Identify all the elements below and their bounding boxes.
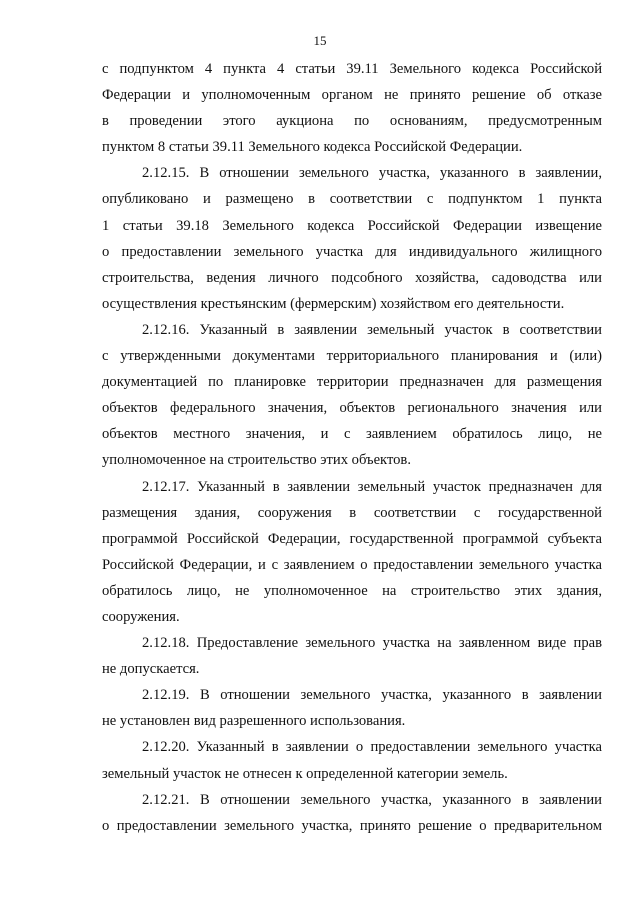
text-line: о предоставлении земельного участка, принято решение о предварительном — [102, 817, 602, 834]
paragraph-2-12-17 — [102, 474, 602, 631]
text-line: с утвержденными документами территориального планирования и (или) — [102, 348, 602, 365]
paragraph-2-12-21 — [102, 787, 602, 839]
text-line: Федерации и уполномоченным органом не принято решение об отказе — [102, 87, 602, 104]
body-text — [102, 56, 602, 839]
text-line: объектов местного значения, и с заявлением обратилось лицо, не — [102, 426, 602, 443]
text-line: в проведении этого аукциона по основаниям, предусмотренным — [102, 113, 602, 130]
text-line: Российской Федерации, и с заявлением о предоставлении земельного участка — [102, 556, 602, 573]
text-line: сооружения. — [102, 608, 180, 625]
paragraph-2-12-15 — [102, 160, 602, 317]
text-line: не допускается. — [102, 661, 200, 678]
text-line: строительства, ведения личного подсобного хозяйства, садоводства или — [102, 269, 602, 286]
text-line: 2.12.19. В отношении земельного участка, указанного в заявлении — [142, 687, 602, 704]
paragraph-2-12-18 — [102, 630, 602, 682]
text-line: 2.12.15. В отношении земельного участка, указанного в заявлении, — [142, 165, 602, 182]
text-line: опубликовано и размещено в соответствии с подпунктом 1 пункта — [102, 191, 602, 208]
text-line: с подпунктом 4 пункта 4 статьи 39.11 Земельного кодекса Российской — [102, 61, 602, 77]
text-line: 2.12.18. Предоставление земельного участка на заявленном виде прав — [142, 635, 602, 652]
page-number: 15 — [313, 33, 327, 48]
text-line: размещения здания, сооружения в соответствии с государственной — [102, 504, 602, 521]
text-line: 2.12.20. Указанный в заявлении о предоставлении земельного участка — [142, 739, 602, 756]
text-line: документацией по планировке территории предназначен для размещения — [102, 374, 602, 391]
paragraph-2-12-19 — [102, 682, 602, 734]
text-line: обратилось лицо, не уполномоченное на строительство этих здания, — [102, 582, 602, 599]
paragraph-continuation — [102, 56, 602, 160]
text-line: осуществления крестьянским (фермерским) хозяйством его деятельности. — [102, 295, 565, 312]
text-line: о предоставлении земельного участка для индивидуального жилищного — [102, 243, 602, 260]
text-line: 2.12.17. Указанный в заявлении земельный участок предназначен для — [142, 478, 602, 495]
text-line: 2.12.21. В отношении земельного участка, указанного в заявлении — [142, 791, 602, 808]
paragraph-2-12-20 — [102, 734, 602, 786]
text-line: 2.12.16. Указанный в заявлении земельный участок в соответствии — [142, 321, 602, 338]
text-line: программой Российской Федерации, государственной программой субъекта — [102, 530, 602, 547]
text-line: 1 статьи 39.18 Земельного кодекса Российской Федерации извещение — [102, 217, 602, 234]
text-line: не установлен вид разрешенного использования. — [102, 713, 406, 730]
text-line: объектов федерального значения, объектов регионального значения или — [102, 400, 602, 417]
text-line: уполномоченное на строительство этих объектов. — [102, 452, 411, 469]
text-line: пунктом 8 статьи 39.11 Земельного кодекса Российской Федерации. — [102, 139, 523, 156]
paragraph-2-12-16 — [102, 317, 602, 474]
text-line: земельный участок не отнесен к определенной категории земель. — [102, 765, 508, 782]
